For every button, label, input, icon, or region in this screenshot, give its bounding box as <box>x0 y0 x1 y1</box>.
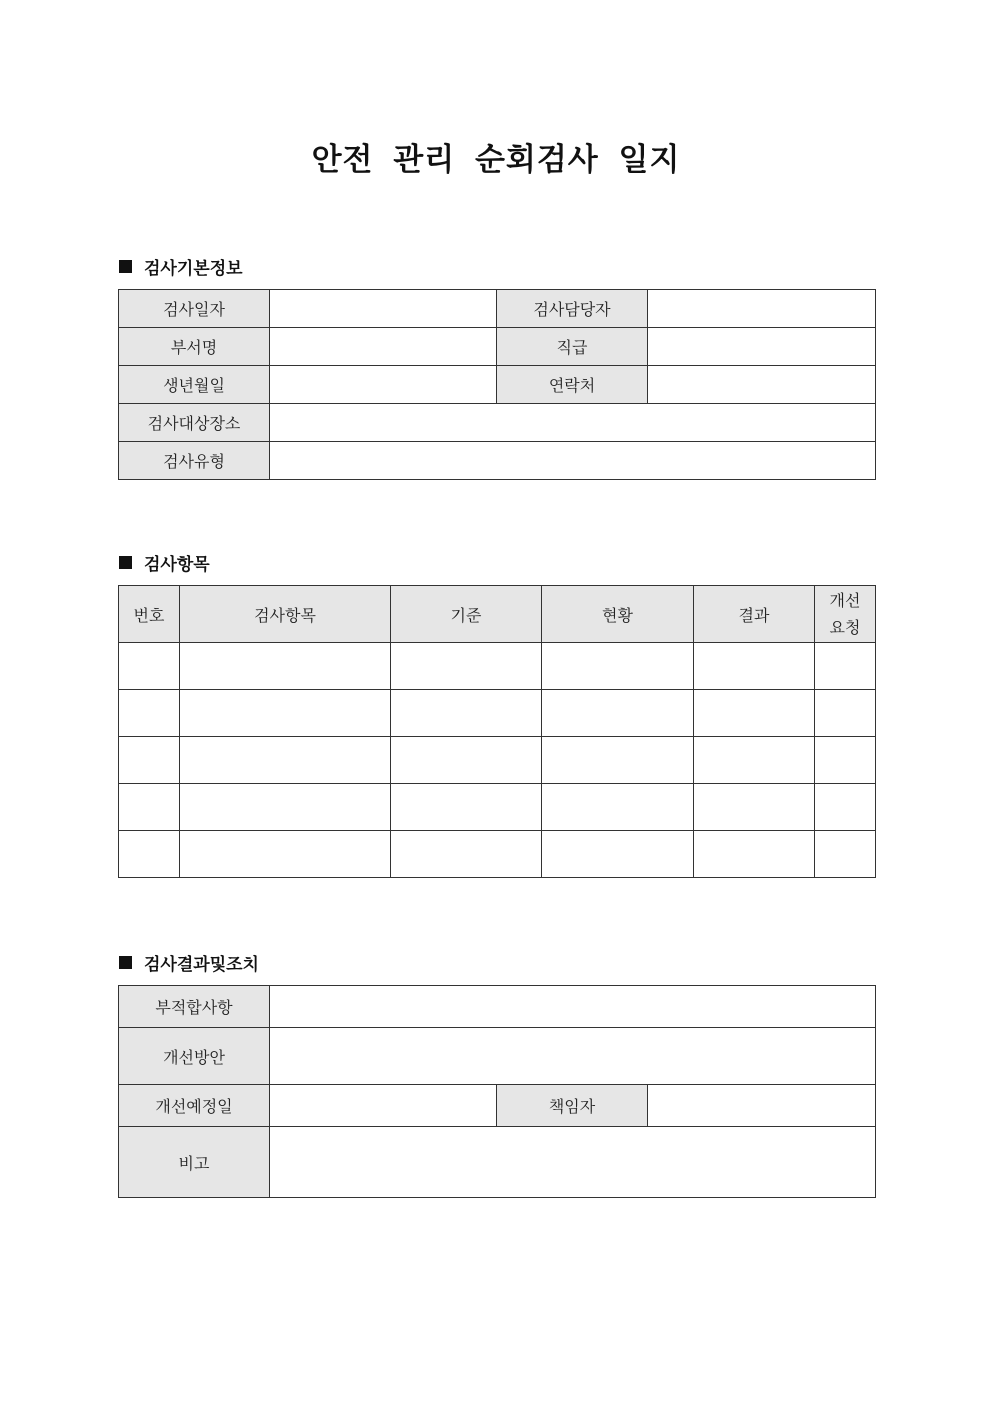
square-bullet-icon <box>119 556 132 569</box>
label-nonconformity: 부적합사항 <box>119 986 270 1028</box>
cell-result[interactable] <box>694 643 815 690</box>
field-birth-date[interactable] <box>270 366 497 404</box>
cell-status[interactable] <box>542 643 694 690</box>
cell-status[interactable] <box>542 831 694 878</box>
col-header-improvement-line-1: 개선 <box>829 591 861 610</box>
field-location[interactable] <box>270 404 876 442</box>
cell-standard[interactable] <box>391 643 542 690</box>
page-title: 안전 관리 순회검사 일지 <box>311 142 681 178</box>
basic-info-table <box>118 289 876 480</box>
cell-result[interactable] <box>694 690 815 737</box>
table-row <box>119 831 876 878</box>
section-heading-results <box>119 950 259 975</box>
col-header-no: 번호 <box>119 586 180 643</box>
label-birth-date: 생년월일 <box>119 366 270 404</box>
cell-item[interactable] <box>180 643 391 690</box>
cell-improvement[interactable] <box>815 690 876 737</box>
field-department[interactable] <box>270 328 497 366</box>
label-type: 검사유형 <box>119 442 270 480</box>
cell-result[interactable] <box>694 831 815 878</box>
col-header-status: 현황 <box>542 586 694 643</box>
field-improvement-plan[interactable] <box>270 1028 876 1085</box>
field-responsible[interactable] <box>648 1085 876 1127</box>
section-heading-label: 검사결과및조치 <box>144 955 259 975</box>
cell-item[interactable] <box>180 690 391 737</box>
cell-result[interactable] <box>694 737 815 784</box>
section-heading-basic-info <box>119 254 243 279</box>
section-heading-label: 검사기본정보 <box>144 259 243 279</box>
cell-improvement[interactable] <box>815 737 876 784</box>
cell-standard[interactable] <box>391 831 542 878</box>
field-remarks[interactable] <box>270 1127 876 1198</box>
cell-no[interactable] <box>119 831 180 878</box>
table-row <box>119 690 876 737</box>
field-inspection-date[interactable] <box>270 290 497 328</box>
field-position[interactable] <box>648 328 876 366</box>
field-type[interactable] <box>270 442 876 480</box>
cell-improvement[interactable] <box>815 643 876 690</box>
cell-result[interactable] <box>694 784 815 831</box>
cell-improvement[interactable] <box>815 831 876 878</box>
section-heading-label: 검사항목 <box>144 555 210 575</box>
table-row <box>119 784 876 831</box>
cell-standard[interactable] <box>391 784 542 831</box>
label-contact: 연락처 <box>497 366 648 404</box>
cell-standard[interactable] <box>391 690 542 737</box>
section-heading-items <box>119 550 210 575</box>
table-row <box>119 737 876 784</box>
field-inspector[interactable] <box>648 290 876 328</box>
field-nonconformity[interactable] <box>270 986 876 1028</box>
label-location: 검사대상장소 <box>119 404 270 442</box>
col-header-item: 검사항목 <box>180 586 391 643</box>
table-row <box>119 643 876 690</box>
field-contact[interactable] <box>648 366 876 404</box>
square-bullet-icon <box>119 260 132 273</box>
cell-status[interactable] <box>542 737 694 784</box>
label-position: 직급 <box>497 328 648 366</box>
cell-improvement[interactable] <box>815 784 876 831</box>
label-department: 부서명 <box>119 328 270 366</box>
col-header-improvement-line-2: 요청 <box>829 618 861 637</box>
cell-status[interactable] <box>542 784 694 831</box>
inspection-items-table <box>118 585 876 878</box>
cell-no[interactable] <box>119 643 180 690</box>
label-responsible: 책임자 <box>497 1085 648 1127</box>
cell-status[interactable] <box>542 690 694 737</box>
results-table <box>118 985 876 1198</box>
cell-standard[interactable] <box>391 737 542 784</box>
cell-item[interactable] <box>180 737 391 784</box>
cell-item[interactable] <box>180 784 391 831</box>
col-header-improvement-request <box>815 586 876 643</box>
cell-no[interactable] <box>119 784 180 831</box>
label-inspector: 검사담당자 <box>497 290 648 328</box>
cell-item[interactable] <box>180 831 391 878</box>
field-due-date[interactable] <box>270 1085 497 1127</box>
cell-no[interactable] <box>119 690 180 737</box>
label-inspection-date: 검사일자 <box>119 290 270 328</box>
label-remarks: 비고 <box>119 1127 270 1198</box>
label-due-date: 개선예정일 <box>119 1085 270 1127</box>
col-header-standard: 기준 <box>391 586 542 643</box>
square-bullet-icon <box>119 956 132 969</box>
label-improvement-plan: 개선방안 <box>119 1028 270 1085</box>
col-header-result: 결과 <box>694 586 815 643</box>
cell-no[interactable] <box>119 737 180 784</box>
